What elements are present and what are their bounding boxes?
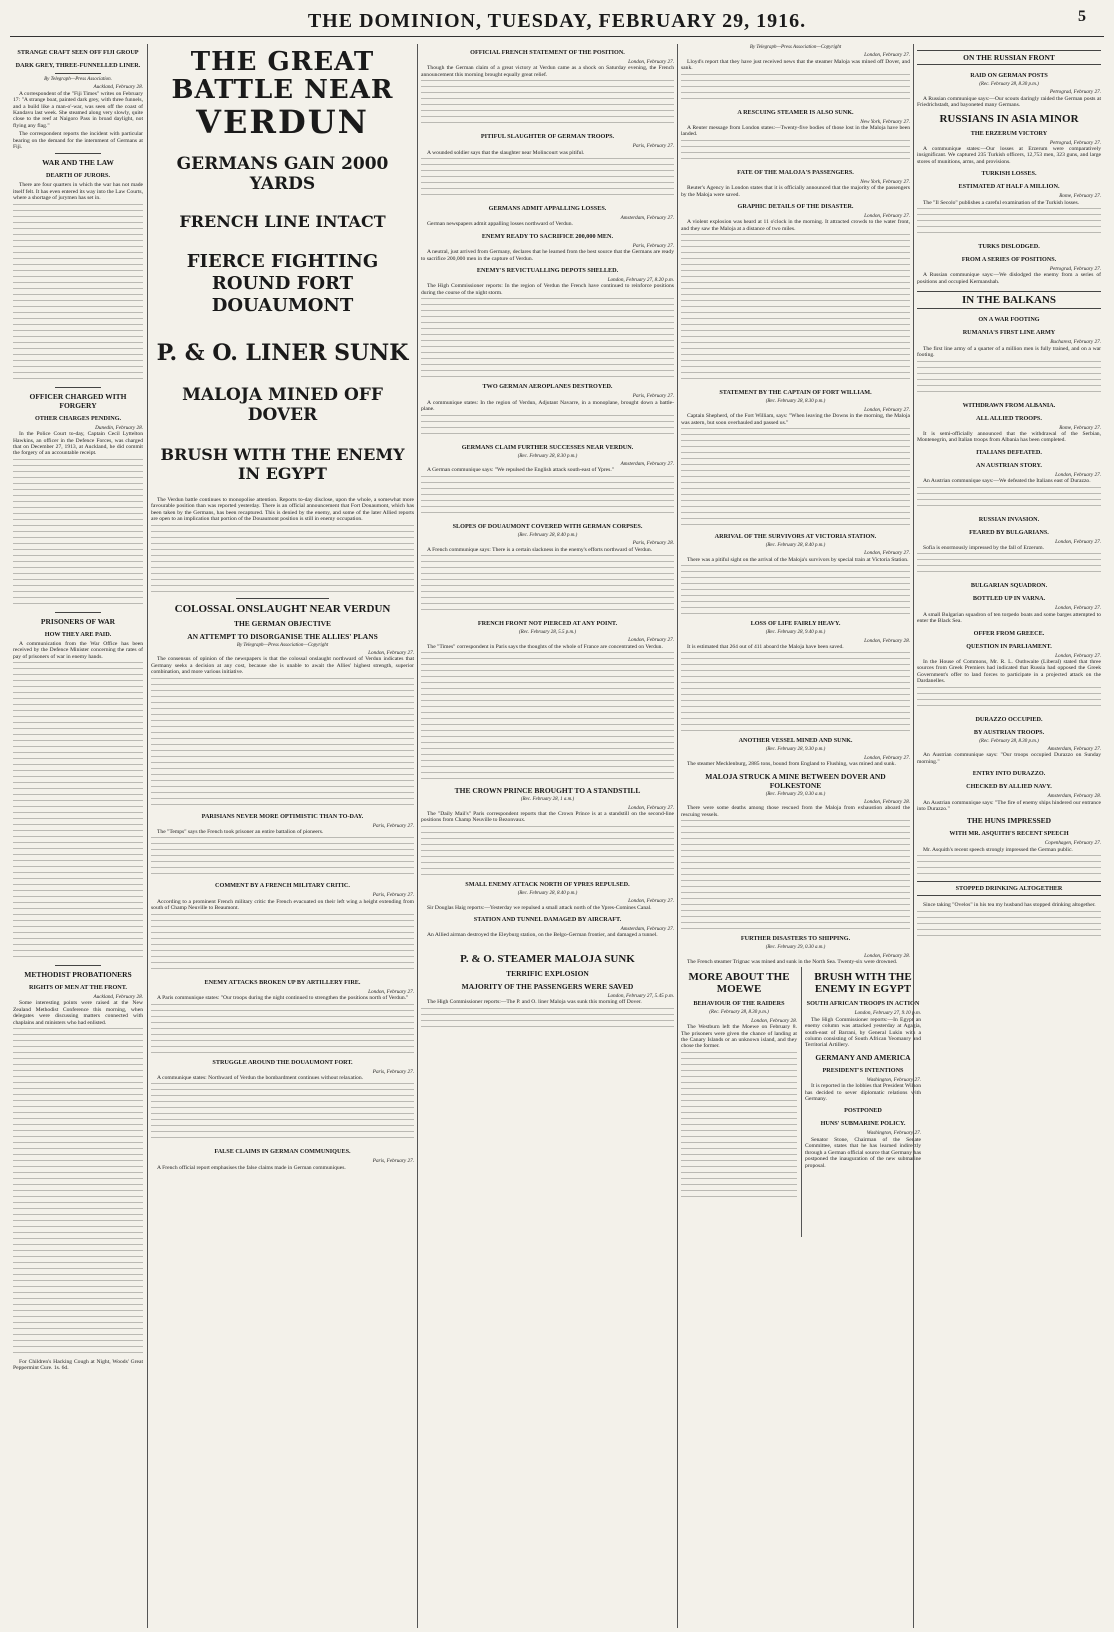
- dateline: London, February 28.: [864, 952, 910, 959]
- headline: PARISIANS NEVER MORE OPTIMISTIC THAN TO-DAY.: [201, 812, 364, 820]
- headline: BRUSH WITH THE ENEMY IN EGYPT: [814, 971, 912, 996]
- article-text: The consensus of opinion of the newspapers is that the colossal onslaught northward of Verdun indicates that Germany seeks a decision at any cost, because she is unable to await the Allies' highest strength, superior combination, and more various initiative.: [151, 656, 414, 676]
- article-text: A French official report emphasises the false claims made in German communiques.: [157, 1164, 346, 1171]
- article-text: The French steamer Trignac was mined and sunk in the North Sea. Twenty-six were drowned.: [687, 959, 898, 965]
- body-text-block: [421, 298, 674, 378]
- article-text: A Russian communique says:—Our scouts daringly raided the German posts at Friedrichstadt, and bayoneted many Germans.: [917, 95, 1101, 109]
- article-text: Lloyd's report that they have just received news that the steamer Maloja was mined off Dover, and sank.: [681, 58, 910, 72]
- headline: COLOSSAL ONSLAUGHT NEAR VERDUN: [174, 602, 391, 615]
- body-text-block: [917, 687, 1101, 711]
- body-text-block: [917, 911, 1101, 941]
- dateline: Bucharest, February 27.: [1050, 339, 1101, 346]
- headline: STRUGGLE AROUND THE DOUAUMONT FORT.: [212, 1058, 353, 1066]
- article-text: The "Daily Mail's" Paris correspondent reports that the Crown Prince is at a standstill on the second-line positions from Champ Neuville to Bezonvaux.: [421, 810, 674, 824]
- article-text: There were some deaths among those rescued from the Maloja from exhaustion aboard the rescuing vessels.: [681, 805, 910, 818]
- article-text: Mr. Asquith's recent speech strongly impressed the German public.: [923, 846, 1073, 853]
- body-text-block: [421, 476, 674, 518]
- article-text: An Austrian communique says: "Our troops occupied Durazzo on Sunday morning.": [917, 752, 1101, 765]
- dateline: London, February 27.: [864, 406, 910, 413]
- article-text: A communication from the War Office has been received by the Defence Minister concerning the rates of pay of prisoners of war in enemy hands.: [13, 640, 143, 660]
- received-time: (Rec. February 28, 8.30 p.m.): [709, 1010, 769, 1016]
- subheadline: HOW THEY ARE PAID.: [44, 630, 112, 638]
- dateline: Auckland, February 28.: [93, 993, 143, 1000]
- headline: ITALIANS DEFEATED.: [976, 448, 1042, 456]
- article-text: A Reuter message from London states:—Twenty-five bodies of those lost in the Maloja have been landed.: [681, 125, 910, 138]
- headline-liner-sunk: P. & O. LINER SUNK: [156, 340, 409, 366]
- body-text-block: [151, 678, 414, 808]
- article-text: An Austrian communique says:—We defeated the Italians east of Durazzo.: [923, 478, 1091, 485]
- article-text: In the House of Commons, Mr. R. L. Outhwaite (Liberal) stated that three sources from Greek Premiers had indicated that Russia had opposed the Greek Government's offer to land forces to participate in a projected attack on the Dardanelles.: [917, 658, 1101, 685]
- subheadline: PRESIDENT'S INTENTIONS: [822, 1066, 904, 1074]
- headline: RUSSIANS IN ASIA MINOR: [939, 112, 1079, 125]
- dateline: Amsterdam, February 27.: [1047, 746, 1101, 752]
- dateline: London, February 28.: [751, 1017, 797, 1024]
- dateline: Amsterdam, February 28.: [1047, 793, 1101, 800]
- dateline: London, February 27, 9.10 p.m.: [854, 1010, 921, 1017]
- article-text: The correspondent reports the incident with particular bearing on the demand for the internment of Germans at Fiji.: [13, 131, 143, 151]
- article-text: A small Bulgarian squadron of ten torpedo boats and some barges attempted to enter the Black Sea.: [917, 611, 1101, 625]
- body-text-block: [917, 208, 1101, 238]
- headline: ENEMY ATTACKS BROKEN UP BY ARTILLERY FIRE.: [204, 978, 361, 986]
- dateline: Paris, February 27.: [372, 1158, 414, 1165]
- headline: THE CROWN PRINCE BROUGHT TO A STANDSTILL: [454, 786, 641, 796]
- article-text: An Allied airman destroyed the Eleyburg station, on the Belgo-German frontier, and damaged a tunnel.: [427, 932, 658, 939]
- headline: STATEMENT BY THE CAPTAIN OF FORT WILLIAM.: [719, 389, 872, 397]
- subheadline: RAID ON GERMAN POSTS: [970, 72, 1048, 79]
- article-text: The steamer Mecklenburg, 2885 tons, bound from England to Flushing, was mined and sunk.: [687, 761, 896, 768]
- headline: METHODIST PROBATIONERS: [24, 969, 132, 979]
- advertisement: For Children's Hacking Cough at Night, Woods' Great Peppermint Cure. 1s. 6d.: [13, 1358, 143, 1372]
- dateline: London, February 27.: [628, 59, 674, 65]
- article-text: A communique states:—Our losses at Erzerum were comparatively insignificant. We captured 235 Turkish officers, 12,753 men, 323 guns, and large stores of munitions, arms, and provisions.: [917, 146, 1101, 165]
- dateline: Petrograd, February 27.: [1049, 139, 1101, 146]
- dateline: London, February 27.: [864, 213, 910, 220]
- headline-germans-gain: GERMANS GAIN 2000 YARDS: [176, 154, 389, 194]
- received-time: (Rec. February 28, 9.30 p.m.): [765, 747, 826, 753]
- subheadline: RIGHTS OF MEN AT THE FRONT.: [29, 983, 127, 991]
- dateline: Amsterdam, February 27.: [620, 460, 674, 467]
- article-text: German newspapers admit appalling losses northward of Verdun.: [427, 221, 573, 228]
- article-text: The "Times" correspondent in Paris says the thoughts of the whole of France are concentrated on Verdun.: [427, 643, 663, 650]
- dateline: London, February 27.: [368, 988, 414, 995]
- page-number: 5: [1078, 8, 1086, 25]
- dateline: Washington, February 27.: [866, 1076, 921, 1083]
- body-text-block: [681, 1052, 797, 1202]
- subheadline: BOTTLED UP IN VARNA.: [972, 595, 1046, 603]
- advertisement-text: Since taking "Ovelos" in his tea my husband has stopped drinking altogether.: [923, 902, 1096, 909]
- article-text: The first line army of a quarter of a million men is fully trained, and on a war footing.: [917, 345, 1101, 359]
- received-time: (Rec. February 28, 5.5 p.m.): [518, 629, 577, 635]
- headline: GERMANY AND AMERICA: [815, 1052, 911, 1062]
- subheadline: ESTIMATED AT HALF A MILLION.: [958, 183, 1060, 191]
- headline-maloja: MALOJA MINED OFF DOVER: [182, 385, 383, 425]
- headline: SMALL ENEMY ATTACK NORTH OF YPRES REPULSED.: [465, 880, 630, 888]
- subheadline: ALL ALLIED TROOPS.: [976, 414, 1042, 422]
- dateline: London, February 27.: [864, 754, 910, 761]
- dateline: Paris, February 27.: [632, 393, 674, 400]
- dateline: Rome, February 27.: [1059, 193, 1101, 200]
- body-text-block: [421, 415, 674, 439]
- article-text: Some interesting points were raised at the New Zealand Methodist Conference this morning, when delegates were discussing matters connected with chaplains and ministers who had enlisted.: [13, 1000, 143, 1026]
- body-text-block: [13, 1028, 143, 1358]
- headline: WAR AND THE LAW: [42, 158, 114, 168]
- dateline: London, February 27.: [628, 898, 674, 905]
- headline: STRANGE CRAFT SEEN OFF FIJI GROUP: [17, 49, 139, 56]
- subheadline: OTHER CHARGES PENDING.: [34, 414, 122, 422]
- newspaper-title: THE DOMINION, TUESDAY, FEBRUARY 29, 1916.: [307, 10, 807, 32]
- headline: PITIFUL SLAUGHTER OF GERMAN TROOPS.: [480, 133, 615, 141]
- article-text: It is reported in the lobbies that President Wilson has decided to sever diplomatic relations with Germany.: [805, 1083, 921, 1103]
- body-text-block: [917, 487, 1101, 511]
- headline: GERMANS ADMIT APPALLING LOSSES.: [488, 205, 607, 213]
- body-text-block: [681, 140, 910, 164]
- received-time: (Rec. February 28, 8.40 p.m.): [517, 532, 578, 538]
- article-text: A German communique says: "We repulsed the English attack south-east of Ypres.": [427, 467, 615, 474]
- dateline: London, February 27.: [864, 550, 910, 557]
- body-text-block: [421, 158, 674, 200]
- column-5: [913, 44, 1104, 1628]
- headline-french-line: FRENCH LINE INTACT: [179, 212, 386, 231]
- dateline: Auckland, February 28.: [93, 84, 143, 91]
- subheadline: FEARED BY BULGARIANS.: [969, 528, 1049, 536]
- subheadline: MAJORITY OF THE PASSENGERS WERE SAVED: [461, 981, 634, 991]
- columns: [10, 44, 1104, 1628]
- headline: FALSE CLAIMS IN GERMAN COMMUNIQUES.: [214, 1148, 351, 1156]
- headline-douaumont: FIERCE FIGHTING ROUND FORT DOUAUMONT: [186, 251, 379, 316]
- subheadline: QUESTION IN PARLIAMENT.: [966, 642, 1052, 650]
- rule: [55, 73, 101, 74]
- received-time: (Rec. February 28, 8.40 p.m.): [517, 890, 578, 896]
- received-time: (Rec. February 28, 8.30 p.m.): [979, 738, 1039, 744]
- rule: [55, 965, 101, 966]
- dateline: London, February 28.: [864, 637, 910, 644]
- main-headline-verdun: VERDUN: [196, 103, 369, 141]
- headline: DURAZZO OCCUPIED.: [975, 715, 1043, 723]
- headline: IN THE BALKANS: [917, 291, 1101, 309]
- byline: By Telegraph—Press Association—Copyright: [749, 45, 842, 50]
- received-time: (Rec. February 28, 8.30 p.m.): [979, 82, 1039, 87]
- headline: ANOTHER VESSEL MINED AND SUNK.: [738, 737, 853, 745]
- body-text-block: [917, 855, 1101, 875]
- dateline: Petrograd, February 27.: [1049, 89, 1101, 96]
- rule: [55, 153, 101, 154]
- body-text-block: [151, 837, 414, 877]
- headline: PRISONERS OF WAR: [40, 616, 116, 626]
- article-text: Captain Shepherd, of the Fort William, says: "When leaving the Downs in the morning, the Maloja was astern, but soon overhauled and passed us.": [681, 413, 910, 426]
- dateline: London, February 27, 5.45 p.m.: [607, 992, 674, 999]
- article-text: In the Police Court to-day, Captain Cecil Lyttelton Hawkins, an officer in the Defence Forces, was charged that on December 27, 1913, at Auckland, he did commit the forgery of an accountable receipt.: [13, 431, 143, 457]
- dateline: Rome, February 27.: [1059, 424, 1101, 431]
- subheadline: CHECKED BY ALLIED NAVY.: [966, 783, 1052, 791]
- dateline: London, February 27.: [1055, 652, 1101, 659]
- body-text-block: [681, 74, 910, 104]
- subheadline: ON A WAR FOOTING: [978, 316, 1040, 324]
- headline: THE HUNS IMPRESSED: [966, 816, 1052, 826]
- headline: FRENCH FRONT NOT PIERCED AT ANY POINT.: [477, 619, 618, 627]
- dateline: London, February 27.: [1055, 471, 1101, 478]
- article-text: The "Il Secolo" publishes a careful examination of the Turkish losses.: [923, 199, 1080, 206]
- article-text: A wounded soldier says that the slaughter near Molincourt was pitiful.: [427, 149, 585, 156]
- headline: ARRIVAL OF THE SURVIVORS AT VICTORIA STATION.: [714, 532, 877, 540]
- received-time: (Rec. February 28, 8.30 p.m.): [765, 399, 826, 405]
- article-text: A Paris communique states: "Our troops during the night continued to strengthen the positions north of Verdun.": [157, 995, 409, 1002]
- body-text-block: [13, 662, 143, 962]
- byline: By Telegraph—Press Association.: [44, 77, 112, 82]
- headline: MALOJA STRUCK A MINE BETWEEN DOVER AND FOLKESTONE: [705, 771, 886, 790]
- body-text-block: [421, 80, 674, 128]
- byline: By Telegraph—Press Association—Copyright: [236, 642, 329, 648]
- headline: TWO GERMAN AEROPLANES DESTROYED.: [482, 383, 613, 391]
- body-text-block: [151, 914, 414, 974]
- split-section: [681, 967, 921, 1237]
- dateline: London, February 27.: [1055, 605, 1101, 612]
- article-text: The High Commissioner reports:—In Egypt an enemy column was attacked yesterday at Agagia, south-east of Barrani, by General Lukin with a column consisting of South African Yeomanry and Territorial Artillery.: [805, 1016, 921, 1049]
- headline: FATE OF THE MALOJA'S PASSENGERS.: [737, 168, 854, 176]
- headline: TURKISH LOSSES.: [981, 170, 1037, 178]
- body-text-block: [13, 459, 143, 609]
- body-text-block: [681, 428, 910, 528]
- advertisement-headline: STOPPED DRINKING ALTOGETHER: [917, 881, 1101, 896]
- body-text-block: [421, 652, 674, 782]
- received-time: (Rec. February 28, 8.40 p.m.): [765, 542, 826, 548]
- dateline: Amsterdam, February 27.: [620, 926, 674, 932]
- received-time: (Rec. February 29, 0.30 a.m.): [765, 791, 826, 797]
- dateline: New York, February 27.: [860, 178, 910, 185]
- dateline: Copenhagen, February 27.: [1044, 840, 1101, 847]
- article-text: There are four quarters in which the war has not made itself felt. It has even entered its way into the Law Courts, where a shortage of jurymen has set in.: [13, 182, 143, 202]
- article-text: According to a prominent French military critic the French evacuated on their left wing a height extending from south of Champ Neuville to Beaumont.: [151, 898, 414, 912]
- egypt-article: [801, 967, 921, 1237]
- dateline: London, February 27.: [628, 637, 674, 644]
- body-text-block: [13, 204, 143, 384]
- body-text-block: [151, 525, 414, 595]
- dateline: London, February 27.: [864, 52, 910, 59]
- subheadline: DARK GREY, THREE-FUNNELLED LINER.: [15, 62, 141, 69]
- article-text: Sir Douglas Haig reports:—Yesterday we repulsed a small attack north of the Ypres-Comines Canal.: [427, 904, 652, 911]
- dateline: London, February 28.: [864, 798, 910, 805]
- headline: MORE ABOUT THE MOEWE: [688, 971, 790, 996]
- article-text: The High Commissioner reports: In the region of Verdun the French have continued to reinforce positions during the course of the night storm.: [421, 283, 674, 296]
- article-text: The High Commissioner reports:—The P. and O. liner Maloja was sunk this morning off Dover.: [427, 999, 642, 1006]
- subheadline: SOUTH AFRICAN TROOPS IN ACTION: [806, 1000, 920, 1008]
- dateline: London, February 27.: [628, 804, 674, 811]
- headline: POSTPONED: [844, 1107, 882, 1115]
- subheadline: HUNS' SUBMARINE POLICY.: [820, 1120, 906, 1128]
- subheadline: AN AUSTRIAN STORY.: [976, 461, 1042, 469]
- dateline: London, February 27.: [1055, 538, 1101, 545]
- dateline: Amsterdam, February 27.: [620, 215, 674, 222]
- headline: ON THE RUSSIAN FRONT: [917, 50, 1101, 65]
- headline: A RESCUING STEAMER IS ALSO SUNK.: [737, 108, 854, 116]
- article-text: Sofia is enormously impressed by the fall of Erzerum.: [923, 544, 1045, 551]
- column-4: [677, 44, 921, 1628]
- headline: COMMENT BY A FRENCH MILITARY CRITIC.: [215, 882, 350, 890]
- article-text: It is semi-officially announced that the withdrawal of the Serbian, Montenegrin, and Italian troops from Albania has been completed.: [917, 430, 1101, 444]
- dateline: Dunedin, February 28.: [95, 424, 143, 431]
- subheadline: THE GERMAN OBJECTIVE: [233, 618, 332, 628]
- body-text-block: [917, 361, 1101, 397]
- dateline: Paris, February 27.: [372, 892, 414, 899]
- body-text-block: [421, 826, 674, 876]
- rule: [55, 387, 101, 388]
- body-text-block: [421, 555, 674, 615]
- article-text: A communique states: In the region of Verdun, Adjutant Navarre, in a monoplane, brought down a battle-plane.: [421, 399, 674, 413]
- dateline: Petrograd, February 27.: [1049, 266, 1101, 273]
- article-text: It is estimated that 264 out of 411 aboard the Maloja have been saved.: [687, 643, 844, 650]
- dateline: New York, February 27.: [860, 118, 910, 125]
- article-text: The "Temps" says the French took prisoner an entire battalion of pioneers.: [157, 829, 324, 836]
- body-text-block: [681, 820, 910, 930]
- headline: FURTHER DISASTERS TO SHIPPING.: [740, 935, 851, 943]
- column-2: [147, 44, 417, 1628]
- article-text: There was a pitiful sight on the arrival of the Maloja's survivors by special train at Victoria Station.: [687, 556, 909, 563]
- body-text-block: [917, 553, 1101, 577]
- received-time: (Rec. February 28, 9.40 p.m.): [765, 630, 826, 636]
- headline: P. & O. STEAMER MALOJA SUNK: [460, 952, 635, 965]
- headline: OFFICER CHARGED WITH FORGERY: [29, 391, 127, 410]
- dateline: Paris, February 27.: [372, 822, 414, 829]
- headline: WITHDRAWN FROM ALBANIA.: [962, 401, 1056, 409]
- body-text-block: [681, 565, 910, 615]
- article-text: A Russian communique says:—We dislodged the enemy from a series of positions and occupied Kermanshah.: [917, 272, 1101, 285]
- body-text-block: [681, 234, 910, 384]
- dateline: London, February 27.: [368, 650, 414, 657]
- subheadline: BEHAVIOUR OF THE RAIDERS: [693, 1000, 785, 1008]
- received-time: (Rec. February 28, 1 a.m.): [520, 797, 575, 803]
- column-3: [417, 44, 677, 1628]
- subheadline: FROM A SERIES OF POSITIONS.: [961, 256, 1057, 264]
- body-text-block: [151, 1004, 414, 1054]
- rule: [55, 612, 101, 613]
- moewe-article: [681, 967, 797, 1237]
- main-headline: THE GREAT BATTLE NEAR: [171, 47, 394, 105]
- dateline: Washington, February 27.: [866, 1130, 921, 1137]
- dateline: London, February 27, 8.20 p.m.: [607, 277, 674, 284]
- dateline: Paris, February 27.: [372, 1068, 414, 1075]
- headline: OFFICIAL FRENCH STATEMENT OF THE POSITION.: [470, 49, 625, 56]
- article-text: A communique states: Northward of Verdun the bombardment continues without relaxation.: [157, 1074, 364, 1081]
- article-text: Reuter's Agency in London states that it is officially announced that the majority of the passengers by the Maloja were saved.: [681, 185, 910, 198]
- dateline: Paris, February 28.: [632, 540, 674, 547]
- masthead: [10, 6, 1104, 37]
- headline: OFFER FROM GREECE.: [973, 629, 1045, 637]
- dateline: Paris, February 27.: [632, 143, 674, 150]
- body-text-block: [421, 1008, 674, 1028]
- headline: ENEMY'S REVICTUALLING DEPOTS SHELLED.: [476, 267, 619, 275]
- headline: TURKS DISLODGED.: [978, 243, 1040, 251]
- headline: ENTRY INTO DURAZZO.: [972, 770, 1046, 778]
- received-time: (Rec. February 29, 0.30 a.m.): [765, 945, 826, 951]
- subheadline: BY AUSTRIAN TROOPS.: [973, 728, 1045, 736]
- headline: RUSSIAN INVASION.: [978, 515, 1040, 523]
- body-text-block: [151, 1083, 414, 1143]
- article-text: A neutral, just arrived from Germany, declares that he learned from the best source that the Germans are ready to sacrifice 200,000 men in the capture of Verdun.: [421, 249, 674, 262]
- body-text-block: [681, 652, 910, 732]
- article-text: An Austrian communique says: "The fire of enemy ships hindered our entrance into Durazzo.": [917, 799, 1101, 813]
- dateline: Paris, February 27.: [632, 242, 674, 249]
- article-text: A violent explosion was heard at 11 o'clock in the morning. It attracted crowds to the water front, and they saw the Maloja at a distance of two miles.: [681, 219, 910, 232]
- subheadline: WITH MR. ASQUITH'S RECENT SPEECH: [949, 830, 1069, 838]
- rule: [236, 598, 328, 599]
- headline: LOSS OF LIFE FAIRLY HEAVY.: [750, 620, 841, 628]
- headline: ENEMY READY TO SACRIFICE 200,000 MEN.: [481, 232, 614, 240]
- subheadline: THE ERZERUM VICTORY: [970, 129, 1048, 137]
- article-text: A correspondent of the "Fiji Times" writes on February 17: "A strange boat, painted dark grey, with three funnels, and a build like a man-o'-war, was seen off the coast of Kandavu last week. She steamed along very slowly, quite close to the reef at Naigoro Pass in broad daylight, not flying any flag.": [13, 90, 143, 129]
- article-text: Senator Stone, Chairman of the Senate Committee, states that he has learned indirectly through a German official source that Germany has postponed the inauguration of the new submarine proposal.: [805, 1136, 921, 1169]
- article-text: The Westburn left the Moewe on February 8. The prisoners were given the chance of landing at the Canary Islands or an unknown island, and they chose the former.: [681, 1024, 797, 1050]
- article-text: A French communique says: There is a certain slackness in the enemy's efforts northward of Verdun.: [427, 546, 653, 553]
- lead-paragraph: The Verdun battle continues to monopolise attention. Reports to-day disclose, upon the whole, a somewhat more favourable position than was reported yesterday. There is an official announcement that Fort Douaumont, which has been taken by the Germans, has been recaptured. This is denied by the enemy, and some of the later Allied reports are open to an implication that portion of the Douaumont position is still in enemy occupation.: [151, 497, 414, 523]
- headline: GRAPHIC DETAILS OF THE DISASTER.: [737, 203, 854, 211]
- subheadline: AN ATTEMPT TO DISORGANISE THE ALLIES' PLANS: [187, 631, 378, 641]
- headline: GERMANS CLAIM FURTHER SUCCESSES NEAR VERDUN.: [461, 443, 634, 451]
- headline: STATION AND TUNNEL DAMAGED BY AIRCRAFT.: [473, 916, 622, 923]
- headline-egypt: BRUSH WITH THE ENEMY IN EGYPT: [160, 445, 405, 483]
- subheadline: RUMANIA'S FIRST LINE ARMY: [962, 329, 1056, 337]
- article-text: Though the German claim of a great victory at Verdun came as a shock on Saturday evening, the French announcement this morning brought equally great relief.: [421, 65, 674, 78]
- headline: SLOPES OF DOUAUMONT COVERED WITH GERMAN CORPSES.: [452, 522, 643, 530]
- headline: BULGARIAN SQUADRON.: [970, 582, 1048, 590]
- received-time: (Rec. February 28, 8.30 p.m.): [517, 453, 578, 459]
- subheadline: TERRIFIC EXPLOSION: [506, 968, 589, 978]
- column-1: [10, 44, 146, 1628]
- subheadline: DEARTH OF JURORS.: [45, 172, 110, 180]
